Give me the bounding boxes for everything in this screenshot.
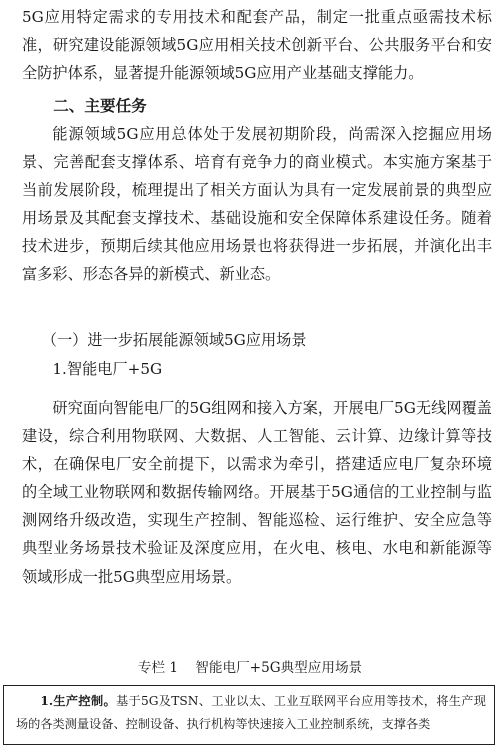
subsection-heading-expand-scenarios: （一）进一步拓展能源领域5G应用场景 [41, 331, 307, 349]
item-heading-smart-plant: 1.智能电厂+5G [52, 360, 163, 378]
section-heading-main-tasks: 二、主要任务 [53, 97, 147, 115]
smart-plant-paragraph: 研究面向智能电厂的5G组网和接入方案，开展电厂5G无线网覆盖建设，综合利用物联网、大数据、人工智能、云计算、边缘计算等技术，在确保电厂安全前提下，以需求为牵引，搭建适应电厂复杂环境的全域工业物联网和数据传输网络。开展基于5G通信的工业控制与监测网络升级改造，实现生产控制、智能巡检、运行维护、安全应急等典型业务场景技术验证及深度应用，在火电、核电、水电和新能源等领域形成一批5G典型应用场景。 [22, 399, 492, 586]
box-lead: 1.生产控制。 [40, 694, 116, 708]
main-tasks-paragraph: 能源领域5G应用总体处于发展初期阶段，尚需深入挖掘应用场景、完善配套支撑体系、培育有竞争力的商业模式。本实施方案基于当前发展阶段，梳理提出了相关方面认为具有一定发展前景的典型应用场景及其配套支撑技术、基础设施和安全保障体系建设任务。随着技术进步，预期后续其他应用场景也将获得进一步拓展，并演化出丰富多彩、形态各异的新模式、新业态。 [22, 125, 492, 284]
box-text: 基于5G及TSN、工业以太、工业互联网平台应用等技术，将生产现场的各类测量设备、控制设备、执行机构等快速接入工业控制系统，支撑各类 [16, 694, 486, 731]
feature-box [3, 685, 495, 745]
box-title: 专栏 1 智能电厂+5G典型应用场景 [137, 660, 363, 676]
intro-paragraph-tail: 5G应用特定需求的专用技术和配套产品，制定一批重点亟需技术标准，研究建设能源领域5G应用相关技术创新平台、公共服务平台和安全防护体系，显著提升能源领域5G应用产业基础支撑能力。 [22, 8, 492, 83]
